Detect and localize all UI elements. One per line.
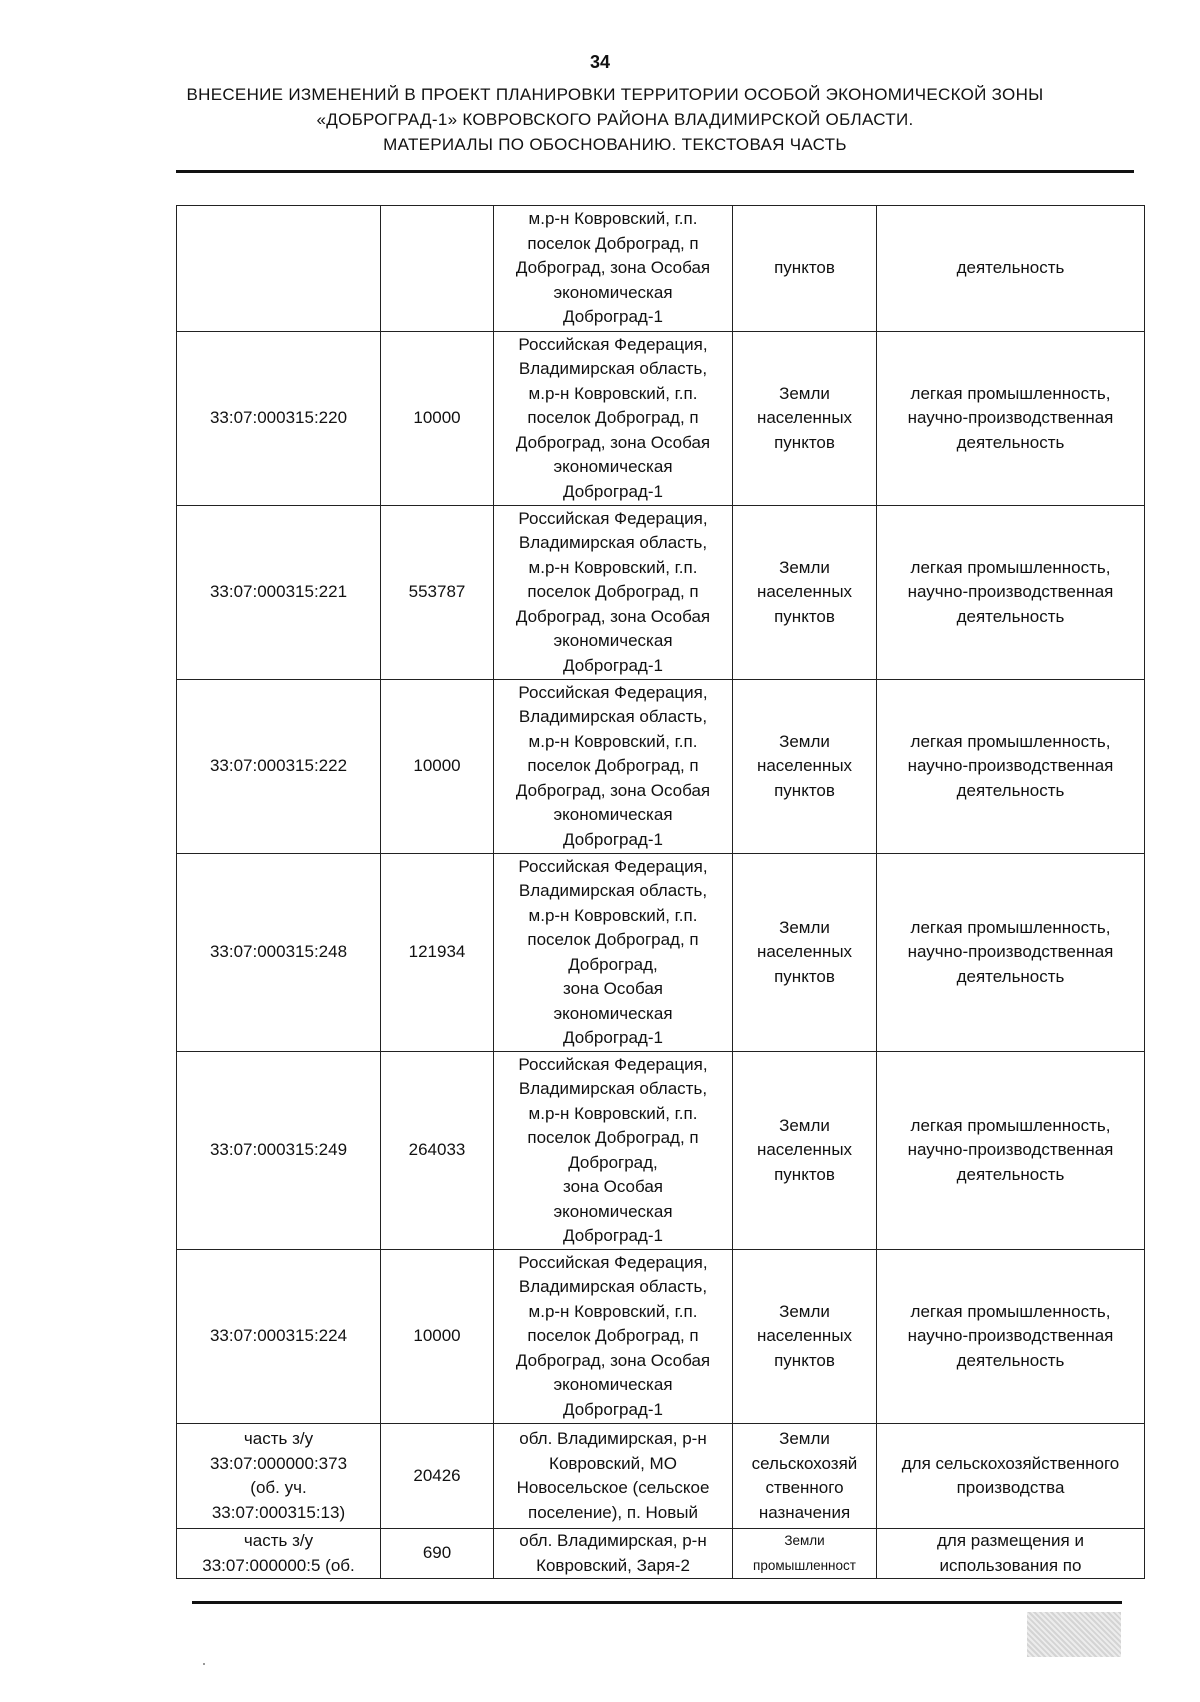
permitted-use-cell-line: научно-производственная xyxy=(907,756,1114,776)
address-cell-line: Доброград, зона Особая xyxy=(515,432,711,452)
land-category-cell-line: населенных xyxy=(756,582,853,602)
address-cell-line: Доброград-1 xyxy=(563,1028,663,1047)
permitted-use-cell-line: деятельность xyxy=(956,1164,1065,1184)
area-cell-line: 10000 xyxy=(413,756,461,776)
area-cell xyxy=(381,1052,494,1250)
area-cell xyxy=(381,332,494,506)
land-category-cell xyxy=(733,506,877,680)
address-cell-line: м.р-н Ковровский, г.п. xyxy=(528,383,698,403)
cadastral-number-cell-line: часть з/у xyxy=(243,1531,314,1550)
permitted-use-cell-line: легкая промышленность, xyxy=(910,1301,1111,1321)
table-row xyxy=(177,506,1145,680)
scan-speck xyxy=(203,1663,205,1665)
cadastral-number-cell xyxy=(177,854,381,1052)
address-cell-line: поселок Доброград, п xyxy=(527,1326,699,1346)
address-cell xyxy=(494,1424,733,1529)
area-cell-line: 553787 xyxy=(408,582,466,602)
header-line-1: ВНЕСЕНИЕ ИЗМЕНЕНИЙ В ПРОЕКТ ПЛАНИРОВКИ ТЕРРИТОРИИ ОСОБОЙ ЭКОНОМИЧЕСКОЙ ЗОНЫ xyxy=(186,85,1044,104)
permitted-use-cell-line: легкая промышленность, xyxy=(910,1115,1111,1135)
address-cell-line: Владимирская область, xyxy=(518,359,708,379)
address-cell-line: Доброград-1 xyxy=(563,481,663,501)
permitted-use-cell xyxy=(877,332,1145,506)
address-cell-line: поселение), п. Новый xyxy=(528,1502,698,1522)
address-cell-line: Доброград, зона Особая xyxy=(515,606,711,626)
cadastral-number-cell xyxy=(177,1424,381,1529)
table-row xyxy=(177,680,1145,854)
land-category-cell xyxy=(733,854,877,1052)
address-cell-line: экономическая xyxy=(553,1375,673,1395)
address-cell-line: зона Особая xyxy=(563,1177,663,1196)
area-cell-line: 264033 xyxy=(408,1140,466,1160)
address-cell-line: Владимирская область, xyxy=(518,1079,708,1098)
area-cell xyxy=(381,1424,494,1529)
land-category-cell-line: населенных xyxy=(756,1326,853,1346)
area-cell xyxy=(381,506,494,680)
address-cell-line: Ковровский, Заря-2 xyxy=(536,1555,690,1575)
address-cell-line: экономическая xyxy=(553,631,673,651)
address-cell-line: Доброград-1 xyxy=(563,829,663,849)
permitted-use-cell-line: деятельность xyxy=(956,432,1065,452)
land-category-cell-line: населенных xyxy=(756,942,853,962)
cadastral-number-cell xyxy=(177,1250,381,1424)
table-row xyxy=(177,1424,1145,1529)
stamp-mark xyxy=(1027,1612,1121,1657)
address-cell-line: поселок Доброград, п xyxy=(527,408,699,428)
permitted-use-cell xyxy=(877,1424,1145,1529)
land-category-cell-line: сельскохозяй xyxy=(751,1453,858,1473)
address-cell-line: зона Особая xyxy=(563,979,663,998)
address-cell-line: м.р-н Ковровский, г.п. xyxy=(528,209,698,229)
permitted-use-cell xyxy=(877,1250,1145,1424)
header-line-3: МАТЕРИАЛЫ ПО ОБОСНОВАНИЮ. ТЕКСТОВАЯ ЧАСТЬ xyxy=(383,135,847,154)
address-cell-line: м.р-н Ковровский, г.п. xyxy=(528,1103,698,1123)
address-cell-line: экономическая xyxy=(553,457,673,477)
land-category-cell xyxy=(733,680,877,854)
address-cell xyxy=(494,206,733,332)
cadastral-number-cell-line: 33:07:000000:373 xyxy=(209,1453,348,1473)
cadastral-number-cell xyxy=(177,1529,381,1579)
permitted-use-cell-line: использования по xyxy=(939,1555,1082,1575)
address-cell-line: Владимирская область, xyxy=(518,1277,708,1297)
permitted-use-cell-line: легкая промышленность, xyxy=(910,383,1111,403)
land-category-cell-line: пунктов xyxy=(774,258,835,278)
land-category-cell-line: Земли xyxy=(779,1429,830,1448)
area-cell xyxy=(381,1250,494,1424)
address-cell-line: Доброград-1 xyxy=(563,655,663,675)
cadastral-number-cell xyxy=(177,206,381,332)
cadastral-number-cell-line: 33:07:000315:222 xyxy=(209,756,348,776)
cadastral-number-cell-line: 33:07:000315:220 xyxy=(209,408,348,428)
land-category-cell-line: промышленност xyxy=(753,1557,856,1573)
area-cell xyxy=(381,1529,494,1579)
area-cell xyxy=(381,680,494,854)
land-category-cell-line: пунктов xyxy=(774,1350,835,1370)
permitted-use-cell-line: деятельность xyxy=(956,258,1065,278)
address-cell-line: м.р-н Ковровский, г.п. xyxy=(528,731,698,751)
land-category-cell xyxy=(733,1250,877,1424)
address-cell-line: Доброград-1 xyxy=(563,1226,663,1245)
land-category-cell-line: ственного xyxy=(765,1478,844,1497)
land-category-cell xyxy=(733,332,877,506)
address-cell xyxy=(494,854,733,1052)
area-cell xyxy=(381,854,494,1052)
permitted-use-cell-line: производства xyxy=(956,1478,1065,1497)
address-cell-line: Новосельское (сельское xyxy=(516,1478,710,1497)
address-cell-line: м.р-н Ковровский, г.п. xyxy=(528,905,698,925)
cadastral-number-cell-line: 33:07:000315:249 xyxy=(209,1140,348,1160)
address-cell-line: поселок Доброград, п xyxy=(527,756,699,776)
land-category-cell-line: пунктов xyxy=(774,1164,835,1184)
permitted-use-cell xyxy=(877,680,1145,854)
permitted-use-cell xyxy=(877,854,1145,1052)
land-category-cell-line: Земли xyxy=(779,1115,830,1135)
permitted-use-cell-line: для размещения и xyxy=(937,1531,1084,1550)
address-cell-line: экономическая xyxy=(553,1201,673,1221)
land-category-cell xyxy=(733,1052,877,1250)
address-cell xyxy=(494,1052,733,1250)
land-plots-table xyxy=(176,205,1145,1579)
address-cell-line: Доброград, xyxy=(568,1152,658,1172)
cadastral-number-cell-line: (об. уч. xyxy=(250,1478,307,1497)
cadastral-number-cell xyxy=(177,680,381,854)
cadastral-number-cell xyxy=(177,506,381,680)
address-cell-line: Российская Федерация, xyxy=(518,682,708,702)
address-cell xyxy=(494,332,733,506)
area-cell xyxy=(381,206,494,332)
address-cell-line: Доброград, зона Особая xyxy=(515,780,711,800)
permitted-use-cell xyxy=(877,506,1145,680)
permitted-use-cell-line: деятельность xyxy=(956,606,1065,626)
address-cell-line: Владимирская область, xyxy=(518,533,708,553)
land-category-cell-line: Земли xyxy=(779,383,830,403)
footer-divider xyxy=(192,1601,1122,1604)
address-cell-line: Российская Федерация, xyxy=(518,1054,708,1074)
permitted-use-cell-line: легкая промышленность, xyxy=(910,917,1111,937)
land-category-cell-line: назначения xyxy=(758,1502,851,1522)
address-cell-line: Доброград, зона Особая xyxy=(515,1350,711,1370)
area-cell-line: 121934 xyxy=(408,942,466,962)
cadastral-number-cell-line: 33:07:000315:221 xyxy=(209,582,348,602)
land-category-cell-line: Земли xyxy=(779,1301,830,1321)
permitted-use-cell-line: легкая промышленность, xyxy=(910,557,1111,577)
land-category-cell xyxy=(733,206,877,332)
page-number: 34 xyxy=(589,52,611,72)
address-cell-line: м.р-н Ковровский, г.п. xyxy=(528,557,698,577)
land-category-cell-line: пунктов xyxy=(774,780,835,800)
area-cell-line: 10000 xyxy=(413,408,461,428)
permitted-use-cell-line: деятельность xyxy=(956,1350,1065,1370)
area-cell-line: 20426 xyxy=(413,1465,461,1485)
address-cell-line: м.р-н Ковровский, г.п. xyxy=(528,1301,698,1321)
area-cell-line: 690 xyxy=(422,1543,452,1563)
permitted-use-cell-line: для сельскохозяйственного xyxy=(901,1453,1120,1473)
permitted-use-cell xyxy=(877,206,1145,332)
address-cell-line: поселок Доброград, п xyxy=(527,1128,699,1147)
land-category-cell-line: Земли xyxy=(784,1533,825,1548)
land-category-cell-line: населенных xyxy=(756,1140,853,1160)
address-cell-line: Доброград-1 xyxy=(563,307,663,327)
permitted-use-cell-line: научно-производственная xyxy=(907,408,1114,428)
table-row xyxy=(177,332,1145,506)
address-cell-line: Доброград, xyxy=(568,954,658,974)
land-category-cell-line: пунктов xyxy=(774,966,835,986)
cadastral-number-cell-line: 33:07:000315:248 xyxy=(209,942,348,962)
address-cell-line: Доброград, зона Особая xyxy=(515,258,711,278)
address-cell-line: Российская Федерация, xyxy=(518,508,708,528)
address-cell-line: Владимирская область, xyxy=(518,881,708,900)
land-category-cell xyxy=(733,1529,877,1579)
permitted-use-cell-line: легкая промышленность, xyxy=(910,731,1111,751)
area-cell-line: 10000 xyxy=(413,1326,461,1346)
address-cell-line: Российская Федерация, xyxy=(518,334,708,354)
address-cell-line: поселок Доброград, п xyxy=(527,930,699,949)
address-cell xyxy=(494,680,733,854)
address-cell-line: поселок Доброград, п xyxy=(527,582,699,602)
permitted-use-cell xyxy=(877,1052,1145,1250)
land-category-cell-line: населенных xyxy=(756,756,853,776)
address-cell-line: обл. Владимирская, р-н xyxy=(519,1531,707,1550)
document-header xyxy=(120,82,1110,157)
header-divider xyxy=(176,170,1134,173)
table-row xyxy=(177,1250,1145,1424)
address-cell-line: Доброград-1 xyxy=(563,1399,663,1419)
cadastral-number-cell-line: 33:07:000000:5 (об. xyxy=(202,1555,355,1575)
address-cell-line: поселок Доброград, п xyxy=(527,233,699,253)
land-category-cell-line: Земли xyxy=(779,917,830,937)
permitted-use-cell-line: научно-производственная xyxy=(907,1326,1114,1346)
land-category-cell-line: Земли xyxy=(779,557,830,577)
cadastral-number-cell-line: 33:07:000315:13) xyxy=(211,1502,346,1522)
table-row xyxy=(177,1052,1145,1250)
address-cell-line: Владимирская область, xyxy=(518,707,708,727)
table-body xyxy=(177,206,1145,1579)
permitted-use-cell-line: научно-производственная xyxy=(907,582,1114,602)
address-cell-line: экономическая xyxy=(553,282,673,302)
address-cell-line: Ковровский, МО xyxy=(549,1453,677,1473)
address-cell-line: Российская Федерация, xyxy=(518,1252,708,1272)
address-cell xyxy=(494,1250,733,1424)
land-category-cell xyxy=(733,1424,877,1529)
cadastral-number-cell-line: 33:07:000315:224 xyxy=(209,1326,348,1346)
address-cell-line: Российская Федерация, xyxy=(518,856,708,876)
land-category-cell-line: пунктов xyxy=(774,606,835,626)
address-cell xyxy=(494,1529,733,1579)
table-row xyxy=(177,854,1145,1052)
permitted-use-cell-line: научно-производственная xyxy=(907,1140,1114,1160)
address-cell-line: экономическая xyxy=(553,1003,673,1023)
address-cell-line: экономическая xyxy=(553,805,673,825)
address-cell-line: обл. Владимирская, р-н xyxy=(519,1429,707,1448)
permitted-use-cell-line: деятельность xyxy=(956,780,1065,800)
header-line-2: «ДОБРОГРАД-1» КОВРОВСКОГО РАЙОНА ВЛАДИМИРСКОЙ ОБЛАСТИ. xyxy=(316,110,914,129)
land-category-cell-line: Земли xyxy=(779,731,830,751)
land-category-cell-line: пунктов xyxy=(774,432,835,452)
cadastral-number-cell-line: часть з/у xyxy=(243,1429,314,1448)
permitted-use-cell-line: научно-производственная xyxy=(907,942,1114,962)
permitted-use-cell-line: деятельность xyxy=(956,966,1065,986)
land-category-cell-line: населенных xyxy=(756,408,853,428)
permitted-use-cell xyxy=(877,1529,1145,1579)
cadastral-number-cell xyxy=(177,332,381,506)
table-row xyxy=(177,1529,1145,1579)
table-row xyxy=(177,206,1145,332)
address-cell xyxy=(494,506,733,680)
cadastral-number-cell xyxy=(177,1052,381,1250)
